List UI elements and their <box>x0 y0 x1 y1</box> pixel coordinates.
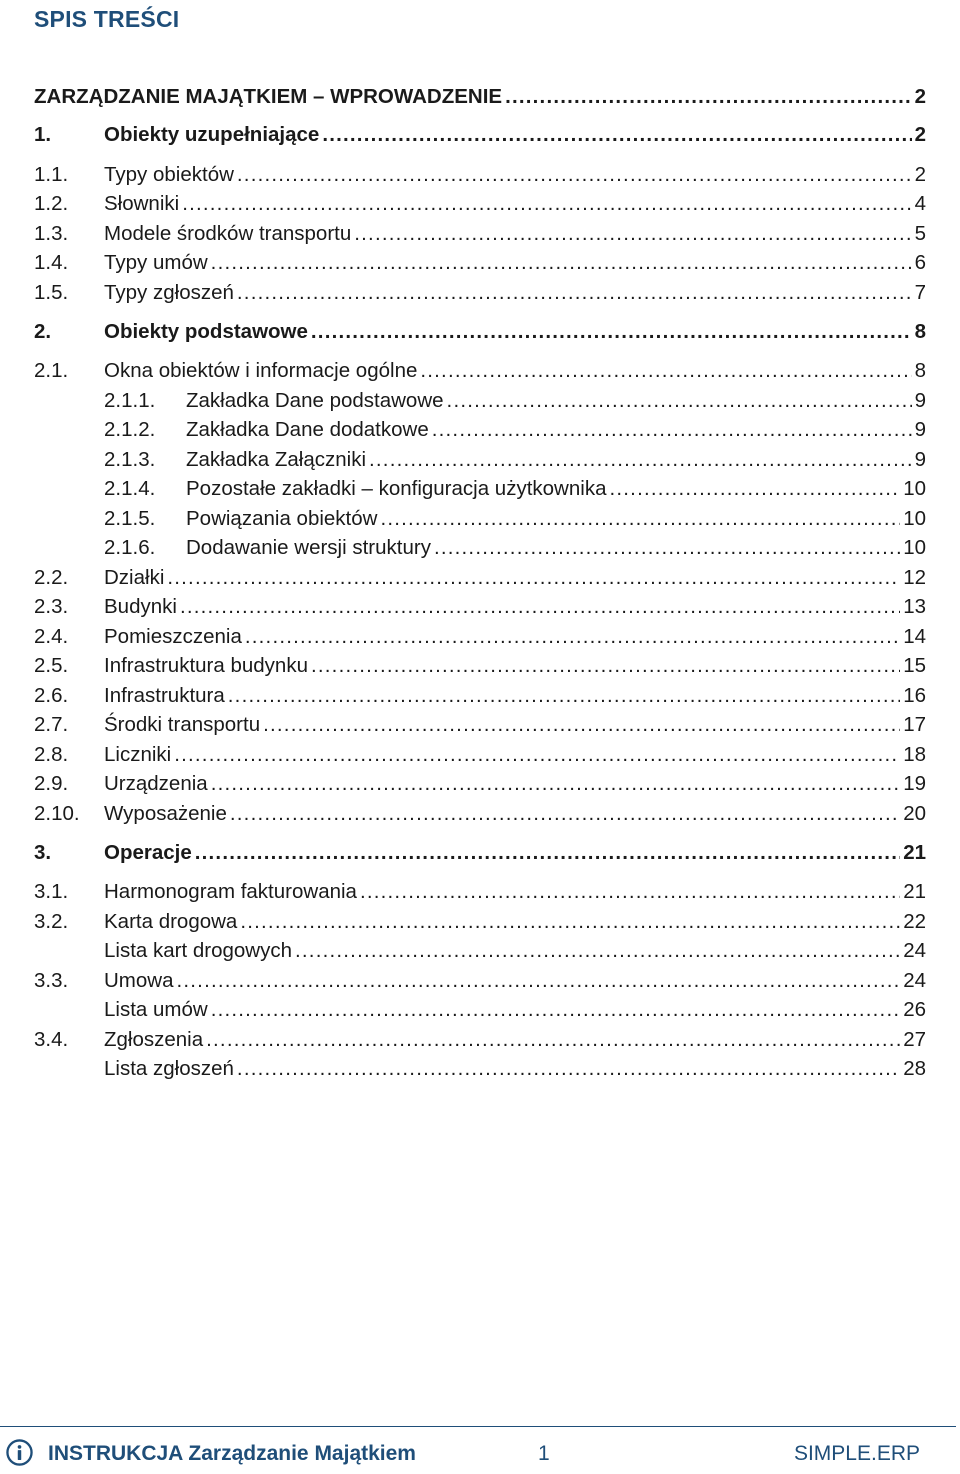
toc-entry-number: 2.8. <box>34 743 69 766</box>
toc-entry[interactable] <box>34 221 926 247</box>
toc-entry-title: Infrastruktura <box>104 684 225 707</box>
toc-entry-title: Okna obiektów i informacje ogólne <box>104 359 418 382</box>
toc-entry[interactable] <box>34 191 926 217</box>
info-icon <box>6 1439 33 1466</box>
dot-leader <box>237 162 912 188</box>
toc-entry-page: 10 <box>903 477 926 500</box>
toc-entry-title: Obiekty uzupełniające <box>104 123 320 146</box>
toc-entry[interactable] <box>34 801 926 827</box>
toc-entry[interactable] <box>34 447 926 473</box>
toc-entry-title: Urządzenia <box>104 772 208 795</box>
toc-entry[interactable] <box>34 909 926 935</box>
toc-entry[interactable] <box>34 997 926 1023</box>
toc-entry-number: 1.2. <box>34 192 69 215</box>
toc-entry-number: 2.1.5. <box>104 507 156 530</box>
toc-entry[interactable] <box>34 624 926 650</box>
toc-entry-number: 1.4. <box>34 251 69 274</box>
toc-entry-page: 13 <box>903 595 926 618</box>
dot-leader <box>195 840 900 866</box>
toc-entry-page: 26 <box>903 998 926 1021</box>
toc-entry-page: 2 <box>914 123 926 146</box>
dot-leader <box>211 250 912 276</box>
toc-entry-page: 9 <box>914 448 926 471</box>
toc-entry[interactable] <box>34 250 926 276</box>
dot-leader <box>211 771 900 797</box>
toc-entry-page: 7 <box>914 281 926 304</box>
toc-entry-number: 2.10. <box>34 802 80 825</box>
toc-entry-title: Słowniki <box>104 192 180 215</box>
toc-entry-title: Budynki <box>104 595 177 618</box>
toc-entry-number: 1. <box>34 123 52 146</box>
toc-entry-number: 1.3. <box>34 222 69 245</box>
toc-entry[interactable] <box>34 968 926 994</box>
toc-entry-page: 9 <box>914 389 926 412</box>
dot-leader <box>311 653 900 679</box>
dot-leader <box>237 1056 900 1082</box>
toc-entry[interactable] <box>34 879 926 905</box>
toc-entry-page: 28 <box>903 1057 926 1080</box>
toc-heading: SPIS TREŚCI <box>34 6 180 32</box>
toc-entry-page: 17 <box>903 713 926 736</box>
toc-entry-page: 6 <box>914 251 926 274</box>
toc-entry-page: 5 <box>914 222 926 245</box>
toc-entry[interactable] <box>34 506 926 532</box>
dot-leader <box>295 938 900 964</box>
toc-entry-title: Pomieszczenia <box>104 625 242 648</box>
toc-entry[interactable] <box>34 1027 926 1053</box>
toc-entry-title: Działki <box>104 566 165 589</box>
toc-entry-page: 22 <box>903 910 926 933</box>
toc-entry-number: 2.1. <box>34 359 69 382</box>
toc-entry-title: Zakładka Dane podstawowe <box>186 389 444 412</box>
toc-entry[interactable] <box>34 938 926 964</box>
toc-entry-number: 2.1.3. <box>104 448 156 471</box>
toc-entry-page: 18 <box>903 743 926 766</box>
dot-leader <box>354 221 911 247</box>
toc-entry[interactable] <box>34 280 926 306</box>
toc-entry-number: 2.1.4. <box>104 477 156 500</box>
dot-leader <box>174 742 900 768</box>
dot-leader <box>263 712 900 738</box>
toc-entry[interactable] <box>34 358 926 384</box>
toc-entry-page: 12 <box>903 566 926 589</box>
toc-entry-page: 21 <box>903 841 926 864</box>
toc-entry-title: ZARZĄDZANIE MAJĄTKIEM – WPROWADZENIE <box>34 85 503 108</box>
toc-entry-title: Wyposażenie <box>104 802 227 825</box>
toc-entry[interactable] <box>34 162 926 188</box>
dot-leader <box>180 594 900 620</box>
toc-entry-page: 16 <box>903 684 926 707</box>
toc-entry-title: Zgłoszenia <box>104 1028 204 1051</box>
toc-entry[interactable] <box>34 84 926 110</box>
footer-title: INSTRUKCJA Zarządzanie Majątkiem <box>48 1442 416 1465</box>
dot-leader <box>420 358 911 384</box>
toc-entry-page: 15 <box>903 654 926 677</box>
dot-leader <box>447 388 912 414</box>
toc-entry-number: 2.2. <box>34 566 69 589</box>
dot-leader <box>228 683 900 709</box>
toc-entry-number: 2.7. <box>34 713 69 736</box>
toc-entry-page: 10 <box>903 507 926 530</box>
toc-entry-page: 14 <box>903 625 926 648</box>
toc-entry-title: Liczniki <box>104 743 172 766</box>
dot-leader <box>369 447 912 473</box>
toc-entry-number: 2.3. <box>34 595 69 618</box>
toc-entry[interactable] <box>34 683 926 709</box>
toc-entry-page: 9 <box>914 418 926 441</box>
toc-entry-number: 2.4. <box>34 625 69 648</box>
toc-entry[interactable] <box>34 319 926 345</box>
toc-entry-page: 2 <box>914 163 926 186</box>
toc-entry-number: 3.2. <box>34 910 69 933</box>
toc-entry-number: 3.4. <box>34 1028 69 1051</box>
toc-entry-title: Zakładka Załączniki <box>186 448 367 471</box>
toc-entry[interactable] <box>34 417 926 443</box>
toc-entry-title: Typy obiektów <box>104 163 234 186</box>
toc-entry-number: 3. <box>34 841 52 864</box>
dot-leader <box>237 280 912 306</box>
toc-entry-title: Operacje <box>104 841 192 864</box>
toc-entry[interactable] <box>34 594 926 620</box>
toc-entry-title: Lista umów <box>104 998 208 1021</box>
dot-leader <box>434 535 900 561</box>
toc-entry-page: 21 <box>903 880 926 903</box>
toc-entry-title: Lista zgłoszeń <box>104 1057 234 1080</box>
toc-entry-page: 8 <box>914 320 926 343</box>
dot-leader <box>322 122 911 148</box>
toc-entry-number: 2. <box>34 320 52 343</box>
footer-brand: SIMPLE.ERP <box>793 1442 920 1465</box>
toc-entry-title: Infrastruktura budynku <box>104 654 308 677</box>
toc-entry-page: 4 <box>914 192 926 215</box>
toc-entry-title: Karta drogowa <box>104 910 238 933</box>
dot-leader <box>211 997 901 1023</box>
toc-entry[interactable] <box>34 653 926 679</box>
toc-entry[interactable] <box>34 476 926 502</box>
toc-entry-number: 2.1.6. <box>104 536 156 559</box>
toc-entry-title: Obiekty podstawowe <box>104 320 308 343</box>
toc-entry-title: Środki transportu <box>104 713 261 736</box>
dot-leader <box>167 565 900 591</box>
toc-entry-page: 20 <box>903 802 926 825</box>
toc-entry-number: 2.5. <box>34 654 69 677</box>
dot-leader <box>177 968 901 994</box>
dot-leader <box>609 476 900 502</box>
toc-entry-title: Modele środków transportu <box>104 222 352 245</box>
toc-entry[interactable] <box>34 535 926 561</box>
toc-entry[interactable] <box>34 388 926 414</box>
toc-entry[interactable] <box>34 122 926 148</box>
dot-leader <box>432 417 912 443</box>
toc-entry-number: 1.1. <box>34 163 69 186</box>
toc-entry-title: Umowa <box>104 969 174 992</box>
toc-entry-page: 10 <box>903 536 926 559</box>
toc-entry-page: 8 <box>914 359 926 382</box>
toc-entry[interactable] <box>34 1056 926 1082</box>
dot-leader <box>380 506 900 532</box>
dot-leader <box>230 801 900 827</box>
toc-entry-title: Zakładka Dane dodatkowe <box>186 418 429 441</box>
toc-entry-number: 1.5. <box>34 281 69 304</box>
toc-entry-number: 3.1. <box>34 880 69 903</box>
dot-leader <box>240 909 900 935</box>
toc-entry[interactable] <box>34 565 926 591</box>
toc-entry[interactable] <box>34 840 926 866</box>
page-footer <box>0 1436 960 1474</box>
toc-entry-page: 24 <box>903 969 926 992</box>
toc-entry-page: 2 <box>914 85 926 108</box>
toc-entry-title: Harmonogram fakturowania <box>104 880 357 903</box>
toc-entry-title: Typy zgłoszeń <box>104 281 234 304</box>
toc-entry-title: Typy umów <box>104 251 208 274</box>
dot-leader <box>505 84 912 110</box>
toc-entry-page: 27 <box>903 1028 926 1051</box>
toc-entry-title: Dodawanie wersji struktury <box>186 536 431 559</box>
toc-entry-number: 2.1.2. <box>104 418 156 441</box>
dot-leader <box>206 1027 900 1053</box>
toc-entry-title: Powiązania obiektów <box>186 507 378 530</box>
footer-page-number: 1 <box>538 1442 550 1465</box>
toc-entry-title: Lista kart drogowych <box>104 939 293 962</box>
toc-entry-number: 2.6. <box>34 684 69 707</box>
toc-entry-title: Pozostałe zakładki – konfiguracja użytkownika <box>186 477 607 500</box>
dot-leader <box>245 624 900 650</box>
toc-entry-page: 19 <box>903 772 926 795</box>
dot-leader <box>182 191 911 217</box>
toc-entry-number: 3.3. <box>34 969 69 992</box>
footer-divider <box>0 1426 956 1427</box>
toc-entry[interactable] <box>34 771 926 797</box>
dot-leader <box>311 319 912 345</box>
toc-entry-number: 2.1.1. <box>104 389 156 412</box>
dot-leader <box>360 879 900 905</box>
toc-entry[interactable] <box>34 742 926 768</box>
toc-entry-number: 2.9. <box>34 772 69 795</box>
toc-entry[interactable] <box>34 712 926 738</box>
toc-entry-page: 24 <box>903 939 926 962</box>
